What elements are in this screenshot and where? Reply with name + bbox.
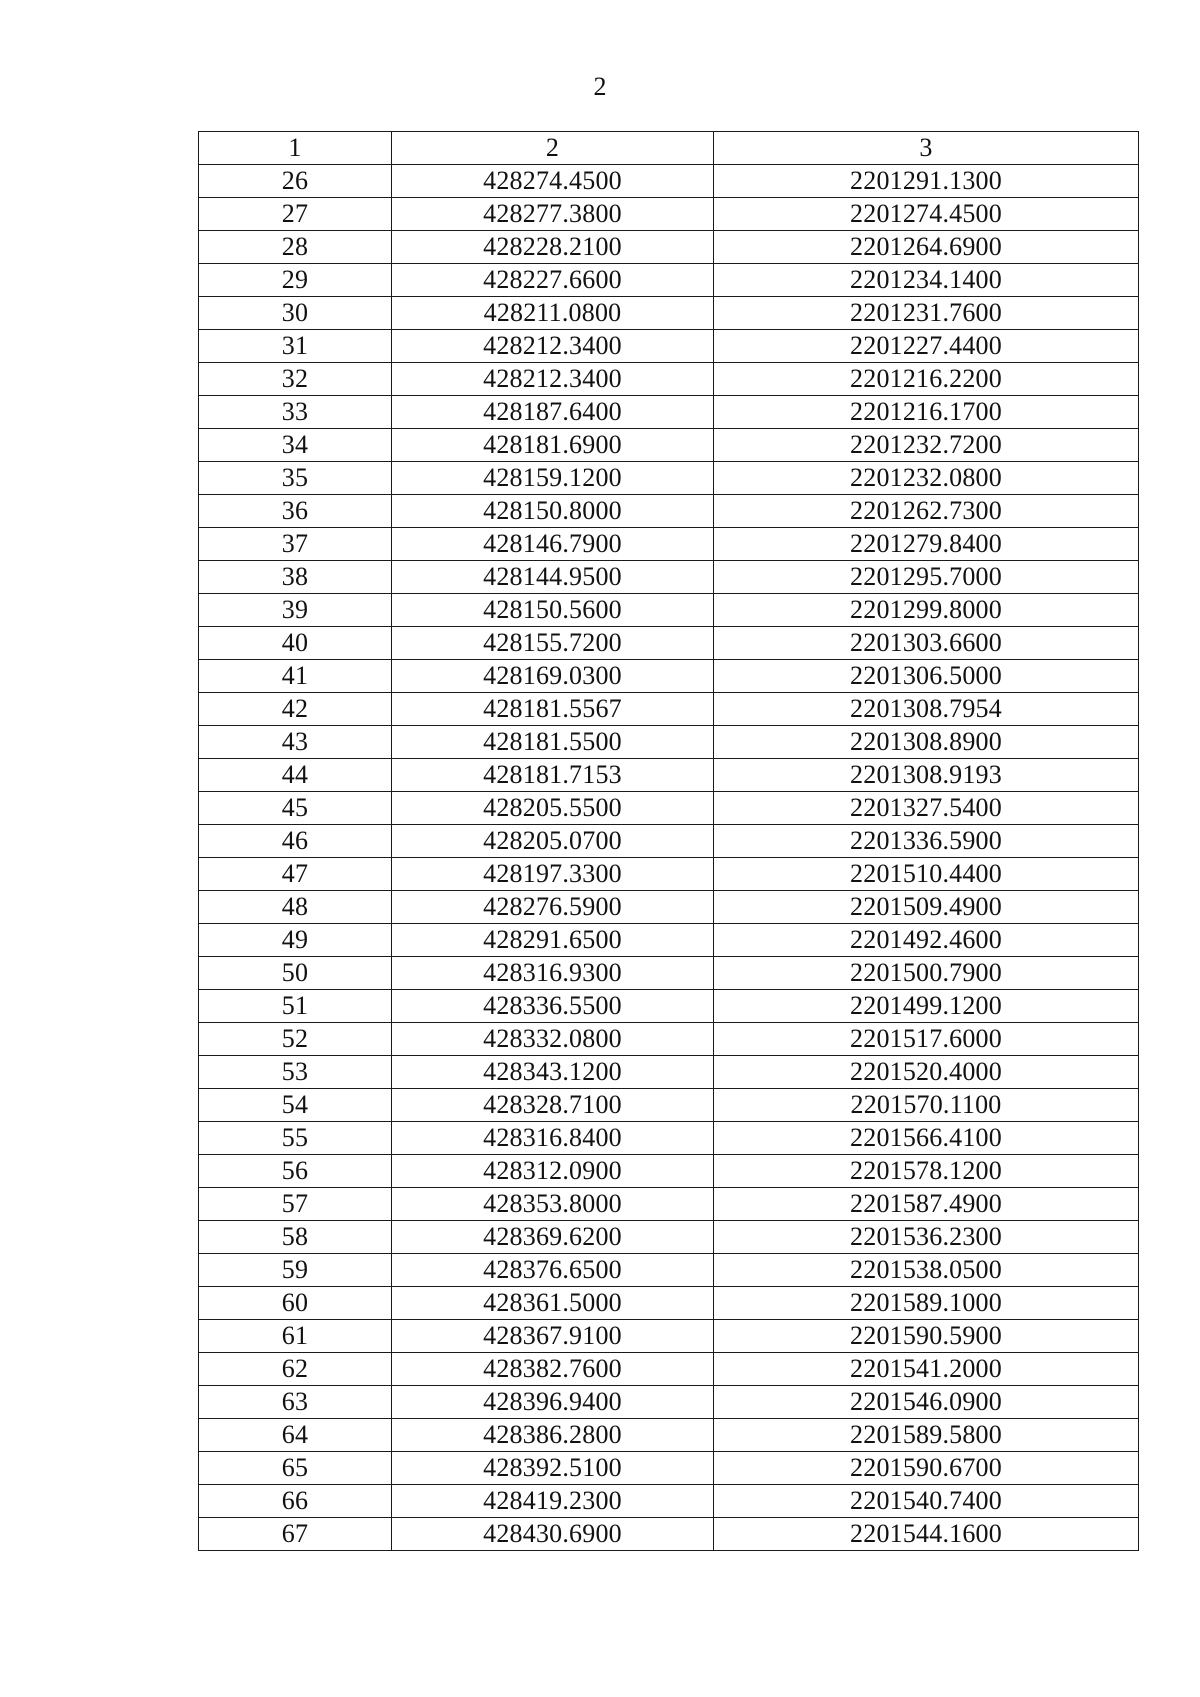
- x-coordinate-cell: 428361.5000: [392, 1287, 714, 1320]
- point-number-cell: 27: [199, 198, 392, 231]
- table-row: [199, 1221, 1139, 1254]
- table-row: [199, 528, 1139, 561]
- table-row: [199, 1188, 1139, 1221]
- table-row: [199, 1089, 1139, 1122]
- y-coordinate-cell: 2201308.9193: [714, 759, 1139, 792]
- table-row: [199, 1320, 1139, 1353]
- coordinates-table: [198, 131, 1139, 1551]
- x-coordinate-cell: 428396.9400: [392, 1386, 714, 1419]
- y-coordinate-cell: 2201308.8900: [714, 726, 1139, 759]
- point-number-cell: 53: [199, 1056, 392, 1089]
- point-number-cell: 49: [199, 924, 392, 957]
- y-coordinate-cell: 2201262.7300: [714, 495, 1139, 528]
- table-row: [199, 990, 1139, 1023]
- y-coordinate-cell: 2201570.1100: [714, 1089, 1139, 1122]
- point-number-cell: 33: [199, 396, 392, 429]
- y-coordinate-cell: 2201541.2000: [714, 1353, 1139, 1386]
- table-body: [199, 165, 1139, 1551]
- y-coordinate-cell: 2201274.4500: [714, 198, 1139, 231]
- x-coordinate-cell: 428367.9100: [392, 1320, 714, 1353]
- x-coordinate-cell: 428332.0800: [392, 1023, 714, 1056]
- point-number-cell: 55: [199, 1122, 392, 1155]
- point-number-cell: 48: [199, 891, 392, 924]
- point-number-cell: 59: [199, 1254, 392, 1287]
- point-number-cell: 61: [199, 1320, 392, 1353]
- y-coordinate-cell: 2201279.8400: [714, 528, 1139, 561]
- x-coordinate-cell: 428430.6900: [392, 1518, 714, 1551]
- table-row: [199, 330, 1139, 363]
- y-coordinate-cell: 2201216.1700: [714, 396, 1139, 429]
- table-row: [199, 1518, 1139, 1551]
- y-coordinate-cell: 2201327.5400: [714, 792, 1139, 825]
- point-number-cell: 36: [199, 495, 392, 528]
- x-coordinate-cell: 428343.1200: [392, 1056, 714, 1089]
- table-row: [199, 792, 1139, 825]
- table-row: [199, 1386, 1139, 1419]
- x-coordinate-cell: 428181.5500: [392, 726, 714, 759]
- x-coordinate-cell: 428376.6500: [392, 1254, 714, 1287]
- point-number-cell: 44: [199, 759, 392, 792]
- x-coordinate-cell: 428169.0300: [392, 660, 714, 693]
- y-coordinate-cell: 2201544.1600: [714, 1518, 1139, 1551]
- header-cell-column-3: 3: [714, 132, 1139, 165]
- point-number-cell: 45: [199, 792, 392, 825]
- x-coordinate-cell: 428353.8000: [392, 1188, 714, 1221]
- point-number-cell: 30: [199, 297, 392, 330]
- table-row: [199, 759, 1139, 792]
- x-coordinate-cell: 428212.3400: [392, 330, 714, 363]
- x-coordinate-cell: 428205.5500: [392, 792, 714, 825]
- table-row: [199, 660, 1139, 693]
- table-row: [199, 1419, 1139, 1452]
- x-coordinate-cell: 428291.6500: [392, 924, 714, 957]
- point-number-cell: 63: [199, 1386, 392, 1419]
- y-coordinate-cell: 2201231.7600: [714, 297, 1139, 330]
- y-coordinate-cell: 2201566.4100: [714, 1122, 1139, 1155]
- y-coordinate-cell: 2201589.1000: [714, 1287, 1139, 1320]
- x-coordinate-cell: 428159.1200: [392, 462, 714, 495]
- x-coordinate-cell: 428150.8000: [392, 495, 714, 528]
- y-coordinate-cell: 2201589.5800: [714, 1419, 1139, 1452]
- table-row: [199, 462, 1139, 495]
- point-number-cell: 58: [199, 1221, 392, 1254]
- point-number-cell: 39: [199, 594, 392, 627]
- table-row: [199, 1122, 1139, 1155]
- x-coordinate-cell: 428316.8400: [392, 1122, 714, 1155]
- x-coordinate-cell: 428277.3800: [392, 198, 714, 231]
- point-number-cell: 29: [199, 264, 392, 297]
- y-coordinate-cell: 2201336.5900: [714, 825, 1139, 858]
- y-coordinate-cell: 2201264.6900: [714, 231, 1139, 264]
- table-row: [199, 396, 1139, 429]
- x-coordinate-cell: 428150.5600: [392, 594, 714, 627]
- point-number-cell: 54: [199, 1089, 392, 1122]
- y-coordinate-cell: 2201536.2300: [714, 1221, 1139, 1254]
- table-row: [199, 198, 1139, 231]
- x-coordinate-cell: 428369.6200: [392, 1221, 714, 1254]
- table-row: [199, 825, 1139, 858]
- table-row: [199, 1056, 1139, 1089]
- table-row: [199, 561, 1139, 594]
- point-number-cell: 65: [199, 1452, 392, 1485]
- y-coordinate-cell: 2201295.7000: [714, 561, 1139, 594]
- y-coordinate-cell: 2201510.4400: [714, 858, 1139, 891]
- x-coordinate-cell: 428316.9300: [392, 957, 714, 990]
- table-header: [199, 132, 1139, 165]
- table-row: [199, 726, 1139, 759]
- y-coordinate-cell: 2201299.8000: [714, 594, 1139, 627]
- x-coordinate-cell: 428419.2300: [392, 1485, 714, 1518]
- y-coordinate-cell: 2201232.7200: [714, 429, 1139, 462]
- point-number-cell: 57: [199, 1188, 392, 1221]
- y-coordinate-cell: 2201234.1400: [714, 264, 1139, 297]
- header-cell-column-1: 1: [199, 132, 392, 165]
- point-number-cell: 46: [199, 825, 392, 858]
- point-number-cell: 51: [199, 990, 392, 1023]
- table-row: [199, 1254, 1139, 1287]
- y-coordinate-cell: 2201232.0800: [714, 462, 1139, 495]
- y-coordinate-cell: 2201303.6600: [714, 627, 1139, 660]
- table-row: [199, 1155, 1139, 1188]
- table-row: [199, 1485, 1139, 1518]
- x-coordinate-cell: 428181.6900: [392, 429, 714, 462]
- y-coordinate-cell: 2201590.5900: [714, 1320, 1139, 1353]
- y-coordinate-cell: 2201517.6000: [714, 1023, 1139, 1056]
- x-coordinate-cell: 428181.5567: [392, 693, 714, 726]
- table-row: [199, 627, 1139, 660]
- point-number-cell: 41: [199, 660, 392, 693]
- table-row: [199, 858, 1139, 891]
- y-coordinate-cell: 2201291.1300: [714, 165, 1139, 198]
- y-coordinate-cell: 2201540.7400: [714, 1485, 1139, 1518]
- point-number-cell: 67: [199, 1518, 392, 1551]
- table-row: [199, 957, 1139, 990]
- point-number-cell: 62: [199, 1353, 392, 1386]
- y-coordinate-cell: 2201590.6700: [714, 1452, 1139, 1485]
- x-coordinate-cell: 428144.9500: [392, 561, 714, 594]
- x-coordinate-cell: 428211.0800: [392, 297, 714, 330]
- table-row: [199, 1287, 1139, 1320]
- x-coordinate-cell: 428392.5100: [392, 1452, 714, 1485]
- point-number-cell: 60: [199, 1287, 392, 1320]
- table-row: [199, 297, 1139, 330]
- point-number-cell: 52: [199, 1023, 392, 1056]
- x-coordinate-cell: 428228.2100: [392, 231, 714, 264]
- header-cell-column-2: 2: [392, 132, 714, 165]
- x-coordinate-cell: 428181.7153: [392, 759, 714, 792]
- point-number-cell: 35: [199, 462, 392, 495]
- x-coordinate-cell: 428146.7900: [392, 528, 714, 561]
- table-header-row: [199, 132, 1139, 165]
- y-coordinate-cell: 2201216.2200: [714, 363, 1139, 396]
- point-number-cell: 50: [199, 957, 392, 990]
- y-coordinate-cell: 2201492.4600: [714, 924, 1139, 957]
- x-coordinate-cell: 428312.0900: [392, 1155, 714, 1188]
- x-coordinate-cell: 428336.5500: [392, 990, 714, 1023]
- table-row: [199, 429, 1139, 462]
- point-number-cell: 47: [199, 858, 392, 891]
- table-row: [199, 231, 1139, 264]
- x-coordinate-cell: 428274.4500: [392, 165, 714, 198]
- table-row: [199, 264, 1139, 297]
- point-number-cell: 31: [199, 330, 392, 363]
- y-coordinate-cell: 2201500.7900: [714, 957, 1139, 990]
- x-coordinate-cell: 428212.3400: [392, 363, 714, 396]
- y-coordinate-cell: 2201308.7954: [714, 693, 1139, 726]
- point-number-cell: 34: [199, 429, 392, 462]
- x-coordinate-cell: 428328.7100: [392, 1089, 714, 1122]
- table-row: [199, 363, 1139, 396]
- y-coordinate-cell: 2201587.4900: [714, 1188, 1139, 1221]
- table-row: [199, 924, 1139, 957]
- x-coordinate-cell: 428197.3300: [392, 858, 714, 891]
- y-coordinate-cell: 2201227.4400: [714, 330, 1139, 363]
- y-coordinate-cell: 2201520.4000: [714, 1056, 1139, 1089]
- y-coordinate-cell: 2201509.4900: [714, 891, 1139, 924]
- table-row: [199, 891, 1139, 924]
- point-number-cell: 56: [199, 1155, 392, 1188]
- y-coordinate-cell: 2201538.0500: [714, 1254, 1139, 1287]
- point-number-cell: 40: [199, 627, 392, 660]
- table-row: [199, 1023, 1139, 1056]
- point-number-cell: 43: [199, 726, 392, 759]
- point-number-cell: 42: [199, 693, 392, 726]
- page-number: 2: [593, 72, 607, 101]
- table-row: [199, 165, 1139, 198]
- point-number-cell: 66: [199, 1485, 392, 1518]
- point-number-cell: 37: [199, 528, 392, 561]
- table-row: [199, 495, 1139, 528]
- y-coordinate-cell: 2201546.0900: [714, 1386, 1139, 1419]
- table-row: [199, 594, 1139, 627]
- table-row: [199, 1452, 1139, 1485]
- table-row: [199, 1353, 1139, 1386]
- x-coordinate-cell: 428227.6600: [392, 264, 714, 297]
- point-number-cell: 28: [199, 231, 392, 264]
- x-coordinate-cell: 428205.0700: [392, 825, 714, 858]
- x-coordinate-cell: 428386.2800: [392, 1419, 714, 1452]
- x-coordinate-cell: 428276.5900: [392, 891, 714, 924]
- y-coordinate-cell: 2201578.1200: [714, 1155, 1139, 1188]
- x-coordinate-cell: 428155.7200: [392, 627, 714, 660]
- x-coordinate-cell: 428382.7600: [392, 1353, 714, 1386]
- point-number-cell: 26: [199, 165, 392, 198]
- y-coordinate-cell: 2201499.1200: [714, 990, 1139, 1023]
- x-coordinate-cell: 428187.6400: [392, 396, 714, 429]
- point-number-cell: 64: [199, 1419, 392, 1452]
- point-number-cell: 32: [199, 363, 392, 396]
- y-coordinate-cell: 2201306.5000: [714, 660, 1139, 693]
- table-row: [199, 693, 1139, 726]
- point-number-cell: 38: [199, 561, 392, 594]
